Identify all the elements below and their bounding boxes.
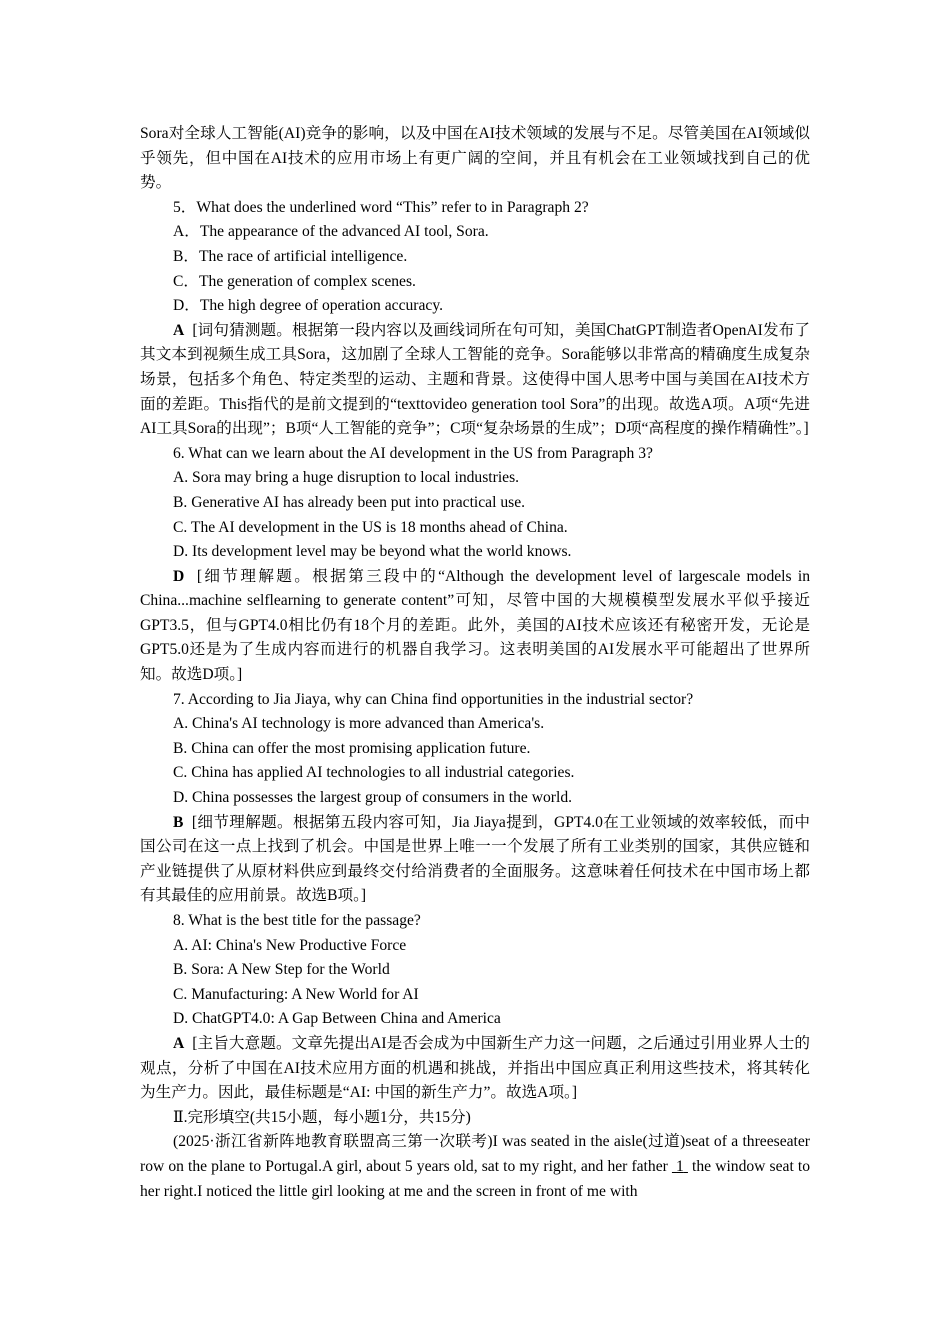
option-b: B. Generative AI has already been put into practical use.	[173, 493, 526, 511]
question-stem: 8. What is the best title for the passage?	[173, 912, 421, 929]
answer-letter: A	[173, 321, 185, 339]
answer-letter: A	[173, 1034, 185, 1052]
question-stem: 7. According to Jia Jiaya, why can China find opportunities in the industrial sector?	[173, 690, 694, 708]
intro-paragraph: Sora对全球人工智能(AI)竞争的影响，以及中国在AI技术领域的发展与不足。尽管美国在AI领域似乎领先，但中国在AI技术的应用市场上有更广阔的空间，并且有机会在工业领域找到自己的优势。	[140, 125, 810, 192]
answer-explanation	[140, 565, 810, 688]
passage-source: (2025·浙江省新阵地教育联盟高三第一次联考)	[173, 1133, 493, 1151]
option-d: D. China possesses the largest group of consumers in the world.	[173, 789, 573, 807]
question-7	[140, 688, 810, 909]
blank-number: 1	[676, 1157, 684, 1175]
option-a: A. AI: China's New Productive Force	[173, 936, 407, 954]
question-6	[140, 442, 810, 688]
explanation-text: [词句猜测题。根据第一段内容以及画线词所在句可知，美国ChatGPT制造者OpenAI发布了其文本到视频生成工具Sora，这加剧了全球人工智能的竞争。Sora能够以非常高的精确度生成复杂场景，包括多个角色、特定类型的运动、主题和背景。这使得中国人思考中国与美国在AI技术方面的差距。This指代的是前文提到的“texttovideo generation tool Sora”的出现。故选A项。A项“先进AI工具Sora的出现”；B项“人工智能的竞争”；C项“复杂场景的生成”；D项“高程度的操作精确性”。]	[140, 321, 811, 438]
option-d: D．The high degree of operation accuracy.	[173, 297, 444, 315]
passage-text-before: I was seated in the aisle(过道)seat of a threeseater row on the plane to Portugal.A girl, about 5 years old, sat to my right, and her father	[140, 1133, 810, 1175]
answer-letter: B	[173, 813, 184, 831]
answer-letter: D	[173, 567, 185, 585]
option-a: A．The appearance of the advanced AI tool, Sora.	[173, 223, 489, 241]
passage-text-after: the window seat to her right.I noticed the little girl looking at me and the screen in front of me with	[140, 1157, 811, 1200]
question-5	[140, 196, 810, 442]
option-c: C．The generation of complex scenes.	[173, 272, 416, 290]
answer-explanation	[140, 319, 810, 442]
section-title: Ⅱ.完形填空(共15小题，每小题1分，共15分)	[173, 1108, 471, 1126]
option-d: D. ChatGPT4.0: A Gap Between China and America	[173, 1010, 501, 1028]
option-b: B. Sora: A New Step for the World	[173, 961, 390, 979]
explanation-text: [主旨大意题。文章先提出AI是否会成为中国新生产力这一问题，之后通过引用业界人士的观点，分析了中国在AI技术应用方面的机遇和挑战，并指出中国应真正利用这些技术，将其转化为生产力。因此，最佳标题是“AI: 中国的新生产力”。故选A项。]	[140, 1034, 810, 1102]
option-c: C. The AI development in the US is 18 months ahead of China.	[173, 518, 568, 536]
explanation-text: [细节理解题。根据第五段内容可知，Jia Jiaya提到，GPT4.0在工业领域的效率较低，而中国公司在这一点上找到了机会。中国是世界上唯一一个发展了所有工业类别的国家，其供应链和产业链提供了从原材料供应到最终交付给消费者的全面服务。这意味着任何技术在中国市场上都有其最佳的应用前景。故选B项。]	[140, 813, 811, 905]
option-b: B．The race of artificial intelligence.	[173, 247, 408, 265]
answer-explanation	[140, 811, 810, 909]
question-stem: 5．What does the underlined word “This” refer to in Paragraph 2?	[173, 198, 589, 216]
option-c: C. Manufacturing: A New World for AI	[173, 985, 419, 1003]
explanation-text: [细节理解题。根据第三段中的“Although the development level of largescale models in China...machine selflearning to generate content”可知，尽管中国的大规模模型发展水平似乎接近GPT3.5，但与GPT4.0相比仍有18个月的差距。此外，美国的AI技术应该还有秘密开发，无论是GPT5.0还是为了生成内容而进行的机器自我学习。这表明美国的AI发展水平可能超出了世界所知。故选D项。]	[140, 567, 810, 684]
option-a: A. Sora may bring a huge disruption to local industries.	[173, 469, 520, 487]
document-page	[140, 122, 810, 1204]
option-a: A. China's AI technology is more advanced than America's.	[173, 715, 545, 733]
option-c: C. China has applied AI technologies to all industrial categories.	[173, 764, 575, 782]
question-8	[140, 909, 810, 1106]
cloze-passage	[140, 1130, 810, 1204]
cloze-blank	[672, 1158, 688, 1175]
question-stem: 6. What can we learn about the AI development in the US from Paragraph 3?	[173, 444, 653, 462]
option-d: D. Its development level may be beyond what the world knows.	[173, 543, 572, 561]
option-b: B. China can offer the most promising application future.	[173, 739, 531, 757]
answer-explanation	[140, 1032, 810, 1106]
